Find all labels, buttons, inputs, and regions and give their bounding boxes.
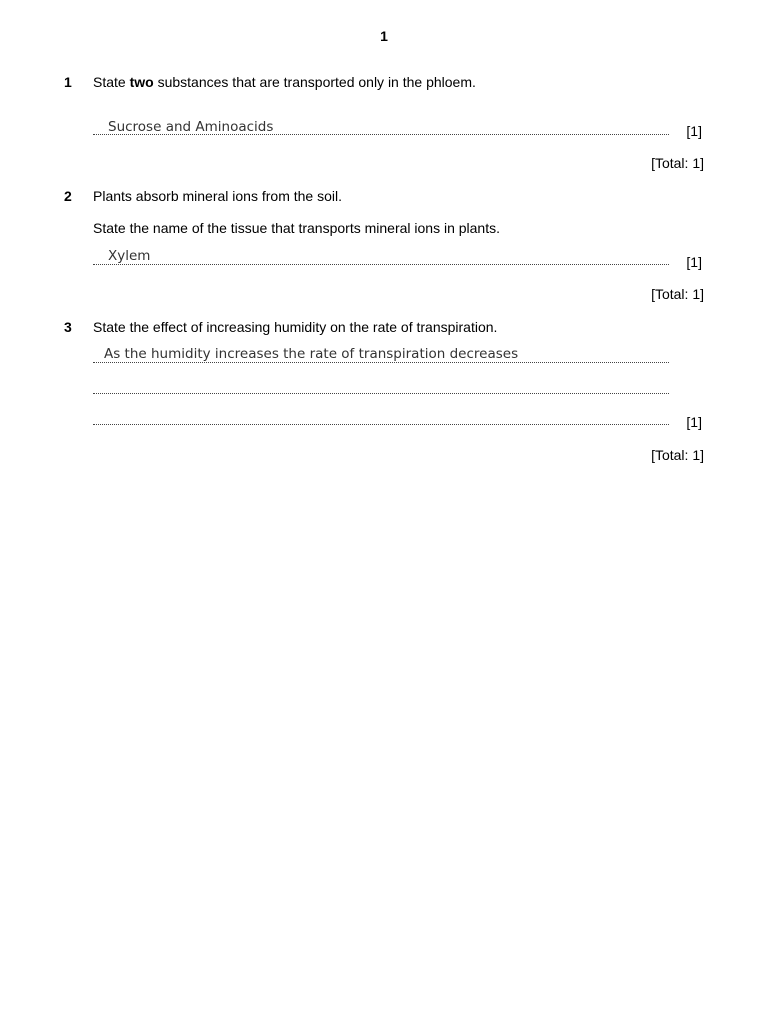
question-number: 2 — [64, 188, 72, 204]
answer-line[interactable] — [93, 424, 669, 425]
prompt-text: substances that are transported only in the phloem. — [153, 74, 476, 90]
answer-line[interactable] — [93, 393, 669, 394]
answer-text[interactable]: Xylem — [108, 248, 151, 264]
prompt-text: State — [93, 74, 130, 90]
page-number: 1 — [380, 28, 388, 44]
question-prompt: State the effect of increasing humidity on the rate of transpiration. — [93, 319, 498, 335]
question-number: 1 — [64, 74, 72, 90]
total-marks: [Total: 1] — [651, 155, 704, 171]
mark-allocation: [1] — [686, 254, 702, 270]
total-marks: [Total: 1] — [651, 286, 704, 302]
answer-line[interactable] — [93, 264, 669, 265]
answer-line[interactable] — [93, 134, 669, 135]
mark-allocation: [1] — [686, 123, 702, 139]
answer-text[interactable]: As the humidity increases the rate of transpiration decreases — [104, 346, 519, 362]
question-subprompt: State the name of the tissue that transports mineral ions in plants. — [93, 220, 500, 236]
answer-line[interactable] — [93, 362, 669, 363]
question-prompt — [93, 74, 476, 90]
mark-allocation: [1] — [686, 414, 702, 430]
question-prompt: Plants absorb mineral ions from the soil. — [93, 188, 342, 204]
answer-text[interactable]: Sucrose and Aminoacids — [108, 119, 274, 135]
prompt-emphasis: two — [129, 74, 154, 90]
total-marks: [Total: 1] — [651, 447, 704, 463]
question-number: 3 — [64, 319, 72, 335]
